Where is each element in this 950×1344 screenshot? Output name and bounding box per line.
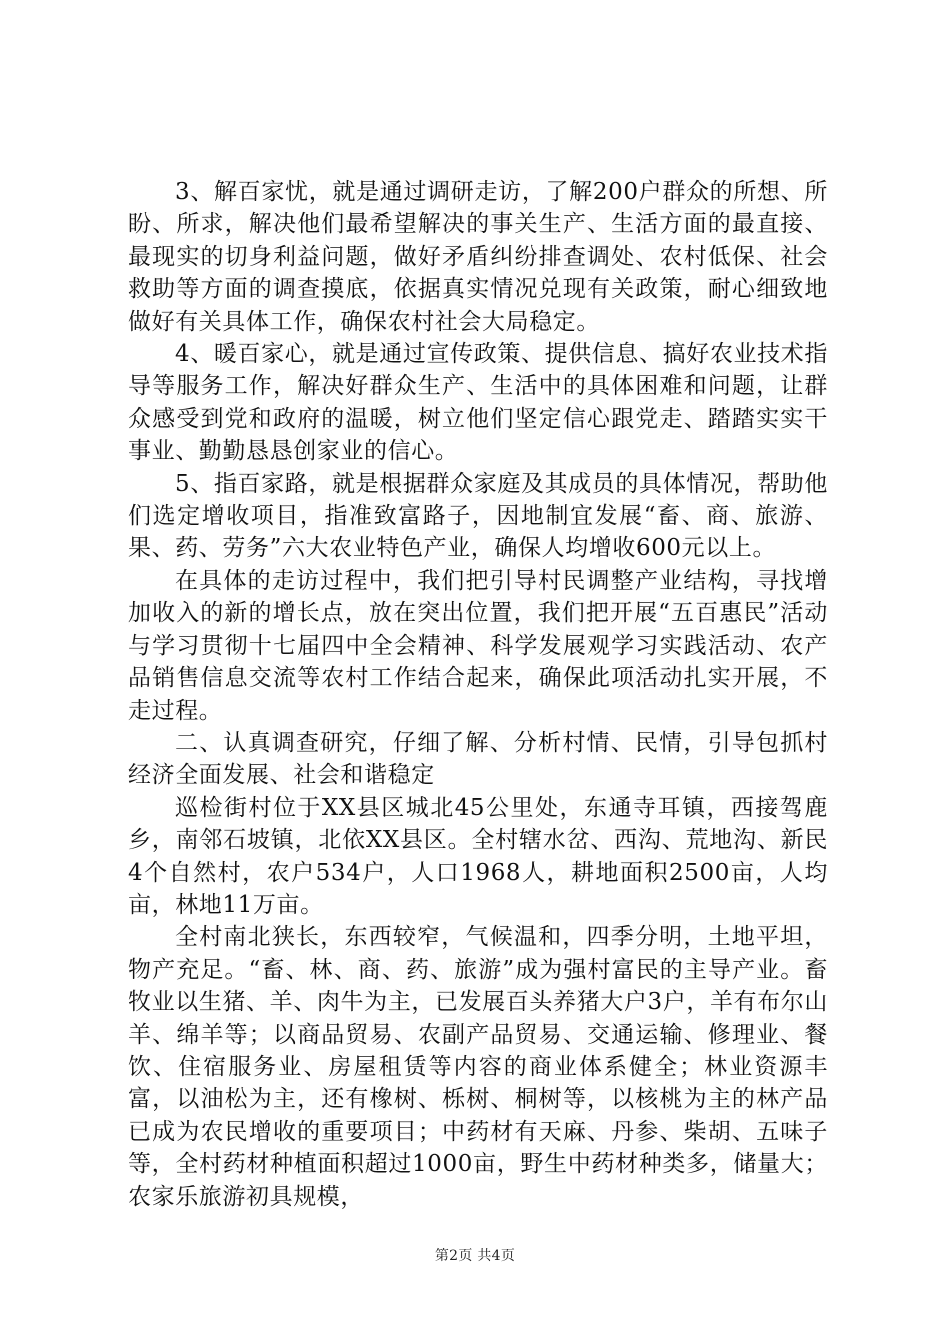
- paragraph-village-location: 巡检街村位于XX县区城北45公里处，东通寺耳镇，西接驾鹿乡，南邻石坡镇，北依XX县区。全村辖水岔、西沟、荒地沟、新民4个自然村，农户534户，人口1968人，耕地面积2500亩，人均亩，林地11万亩。: [128, 794, 828, 918]
- page-number-footer: 第2页 共4页: [434, 1248, 516, 1264]
- paragraph-item-4: 4、暖百家心，就是通过宣传政策、提供信息、搞好农业技术指导等服务工作，解决好群众生产、生活中的具体困难和问题，让群众感受到党和政府的温暖，树立他们坚定信心跟党走、踏踏实实干事业、勤勤恳恳创家业的信心。: [128, 341, 828, 465]
- paragraph-item-3: 3、解百家忧，就是通过调研走访，了解200户群众的所想、所盼、所求，解决他们最希望解决的事关生产、生活方面的最直接、最现实的切身利益问题，做好矛盾纠纷排查调处、农村低保、社会救助等方面的调查摸底，依据真实情况兑现有关政策，耐心细致地做好有关具体工作，确保农村社会大局稳定。: [128, 179, 828, 335]
- paragraph-visit-process: 在具体的走访过程中，我们把引导村民调整产业结构，寻找增加收入的新的增长点，放在突出位置，我们把开展“五百惠民”活动与学习贯彻十七届四中全会精神、科学发展观学习实践活动、农产品销售信息交流等农村工作结合起来，确保此项活动扎实开展，不走过程。: [128, 567, 828, 724]
- section-heading-2: 二、认真调查研究，仔细了解、分析村情、民情，引导包抓村经济全面发展、社会和谐稳定: [128, 729, 828, 789]
- paragraph-village-industry: 全村南北狭长，东西较窄，气候温和，四季分明，土地平坦，物产充足。“畜、林、商、药、旅游”成为强村富民的主导产业。畜牧业以生猪、羊、肉牛为主，已发展百头养猪大户3户，羊有布尔山羊、绵羊等；以商品贸易、农副产品贸易、交通运输、修理业、餐饮、住宿服务业、房屋租赁等内容的商业体系健全；林业资源丰富，以油松为主，还有橡树、栎树、桐树等，以核桃为主的林产品已成为农民增收的重要项目；中药材有天麻、丹参、柴胡、五味子等，全村药材种植面积超过1000亩，野生中药材种类多，储量大；农家乐旅游初具规模，: [128, 924, 828, 1210]
- paragraph-item-5: 5、指百家路，就是根据群众家庭及其成员的具体情况，帮助他们选定增收项目，指准致富路子，因地制宜发展“畜、商、旅游、果、药、劳务”六大农业特色产业，确保人均增收600元以上。: [128, 470, 828, 562]
- document-body: [128, 176, 828, 1213]
